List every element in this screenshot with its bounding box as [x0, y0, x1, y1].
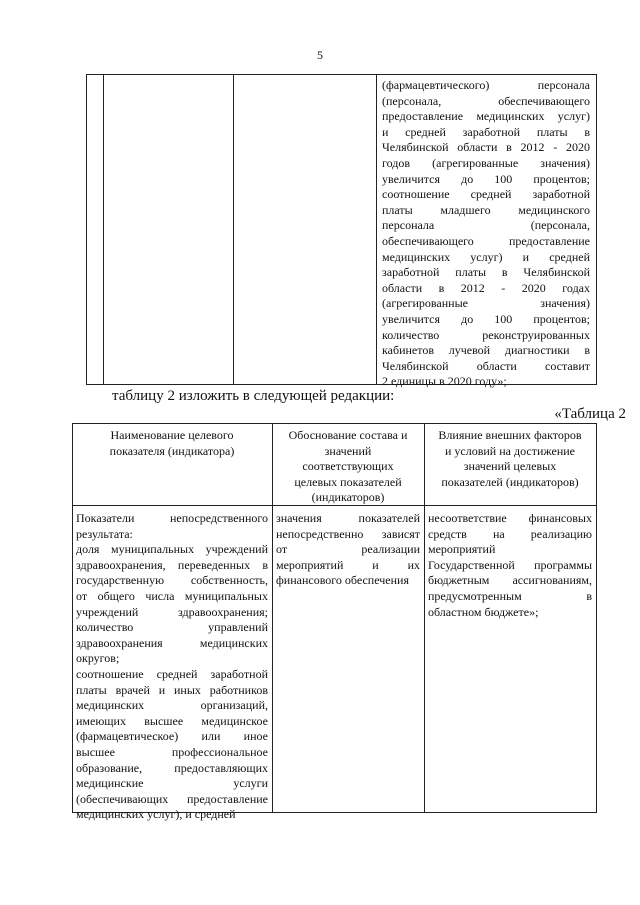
- text-line: средств на реализацию: [428, 526, 592, 541]
- header-indicator-name: [76, 428, 268, 459]
- text-line: медицинских услуг) и средней: [382, 249, 590, 264]
- text-line: Челябинской области в 2012 - 2020: [382, 140, 590, 155]
- text-line: образование, предоставляющих: [76, 760, 268, 775]
- text-line: высшее профессиональное: [76, 744, 268, 759]
- text-line: от общего числа муниципальных: [76, 588, 268, 603]
- text-line: мероприятий и их: [276, 557, 420, 572]
- text-line: платы младшего медицинского: [382, 202, 590, 217]
- text-line: государственную собственность,: [76, 573, 268, 588]
- text-line: кабинетов лучевой диагностики в: [382, 343, 590, 358]
- text-line: соотношение средней заработной: [382, 187, 590, 202]
- text-line: медицинских услуг), и средней: [76, 807, 236, 822]
- text-line: доля муниципальных учреждений: [76, 542, 268, 557]
- text-line: персонала (персонала,: [382, 218, 590, 233]
- text-line: здравоохранения медицинских: [76, 635, 268, 650]
- header-line: значений: [324, 443, 372, 458]
- text-line: (фармацевтическое) или иное: [76, 729, 268, 744]
- continued-indicators-cell: [382, 78, 590, 390]
- text-line: увеличится до 100 процентов;: [382, 311, 590, 326]
- instruction-text: таблицу 2 изложить в следующей редакции:: [112, 388, 395, 404]
- text-line: увеличится до 100 процентов;: [382, 171, 590, 186]
- text-line: округов;: [76, 651, 120, 666]
- text-line: количество реконструированных: [382, 327, 590, 342]
- text-line: (персонала, обеспечивающего: [382, 93, 590, 108]
- text-line: имеющих высшее медицинское: [76, 713, 268, 728]
- text-line: Челябинской области составит: [382, 358, 590, 373]
- text-line: (обеспечивающих предоставление: [76, 791, 268, 806]
- text-line: здравоохранения, переведенных в: [76, 557, 268, 572]
- text-line: заработной платы в Челябинской: [382, 265, 590, 280]
- text-line: значения показателей: [276, 511, 420, 525]
- text-line: годов (агрегированные значения): [382, 155, 590, 170]
- header-line: значений целевых: [463, 459, 557, 474]
- header-external-factors: [428, 428, 592, 490]
- text-line: платы врачей и иных работников: [76, 682, 268, 697]
- text-line: результата:: [76, 526, 133, 541]
- text-line: медицинские услуги: [76, 776, 268, 791]
- text-line: и средней заработной платы в: [382, 124, 590, 139]
- text-line: бюджетным ассигнованиям,: [428, 573, 592, 588]
- text-line: финансового обеспечения: [276, 573, 409, 588]
- text-line: (фармацевтического) персонала: [382, 78, 590, 92]
- external-factors-cell: [428, 511, 592, 620]
- header-line: целевых показателей: [294, 474, 402, 489]
- header-line: соответствующих: [302, 459, 394, 474]
- text-line: соотношение средней заработной: [76, 666, 268, 681]
- text-line: мероприятий: [428, 542, 496, 557]
- header-line: показателя (индикатора): [109, 443, 235, 458]
- text-line: областном бюджете»;: [428, 604, 539, 619]
- text-line: непосредственно зависят: [276, 526, 420, 541]
- text-line: Государственной программы: [428, 557, 592, 572]
- header-line: Обоснование состава и: [288, 428, 408, 442]
- text-line: несоответствие финансовых: [428, 511, 592, 525]
- header-justification: [276, 428, 420, 506]
- text-line: 2 единицы в 2020 году»;: [382, 374, 507, 389]
- text-line: (агрегированные значения): [382, 296, 590, 311]
- text-line: предусмотренным в: [428, 588, 592, 603]
- header-line: Влияние внешних факторов: [438, 428, 582, 442]
- text-line: от реализации: [276, 542, 420, 557]
- text-line: учреждений здравоохранения;: [76, 604, 268, 619]
- text-line: области в 2012 - 2020 годах: [382, 280, 590, 295]
- page-number: 5: [317, 48, 323, 62]
- text-line: количество управлений: [76, 620, 268, 635]
- header-line: показателей (индикаторов): [441, 474, 579, 489]
- table-label: «Таблица 2: [554, 406, 626, 422]
- text-line: предоставление медицинских услуг): [382, 109, 590, 124]
- header-line: (индикаторов): [311, 490, 385, 505]
- header-line: Наименование целевого: [110, 428, 234, 442]
- text-line: Показатели непосредственного: [76, 511, 268, 525]
- text-line: медицинских организаций,: [76, 698, 268, 713]
- header-line: и условий на достижение: [444, 443, 576, 458]
- indicator-name-cell: [76, 511, 268, 823]
- text-line: обеспечивающего предоставление: [382, 233, 590, 248]
- justification-cell: [276, 511, 420, 589]
